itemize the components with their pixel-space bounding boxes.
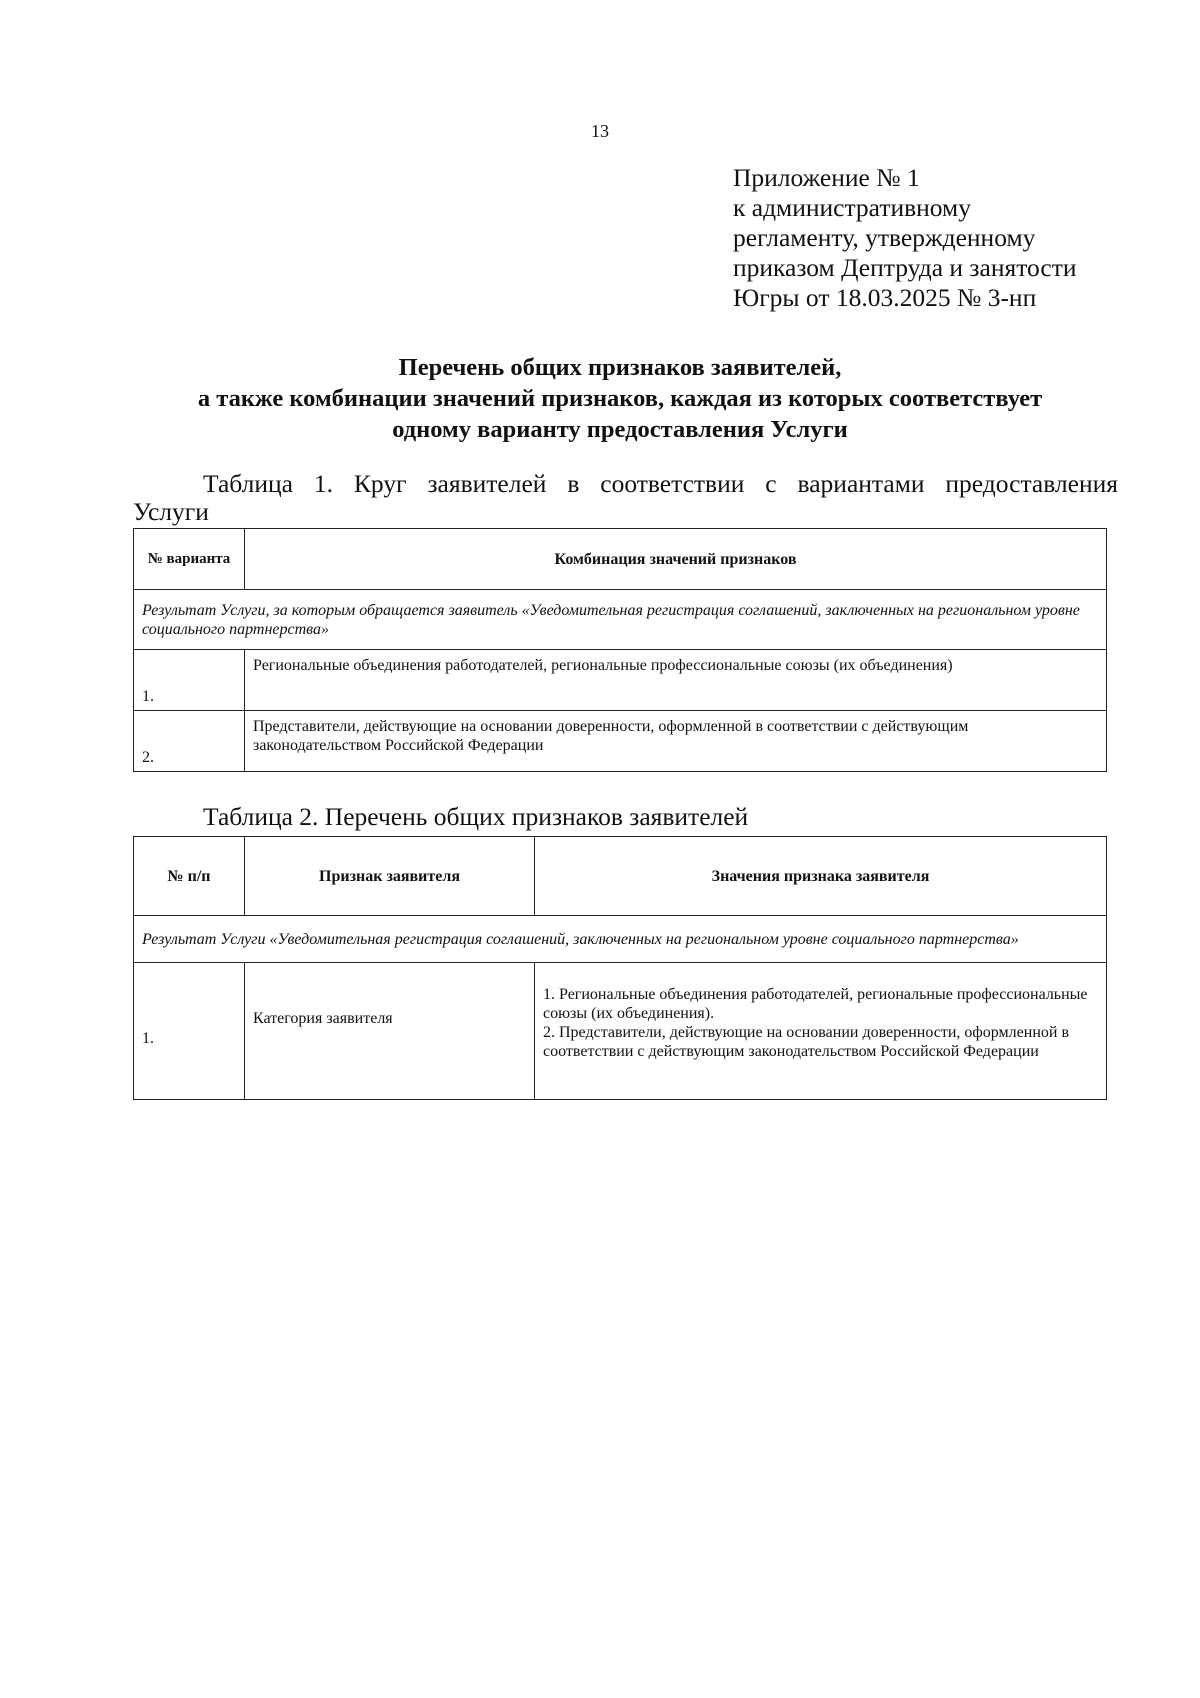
- table1-caption: [133, 470, 1118, 526]
- table2-value-item: 2. Представители, действующие на основании доверенности, оформленной в соответствии с действующим законодательством Российской Федерации: [543, 1024, 1069, 1060]
- table1-caption-line2: Услуги: [133, 497, 209, 526]
- table1-result-row: [134, 590, 1107, 650]
- table1-result-text: Результат Услуги, за которым обращается заявитель «Уведомительная регистрация соглашений, заключенных на региональном уровне социального партнерства»: [134, 590, 1107, 650]
- appendix-line: регламенту, утвержденному: [733, 223, 1036, 252]
- table1-caption-line1: Таблица 1. Круг заявителей в соответствии с вариантами предоставления: [203, 469, 1118, 498]
- table2-value-item: 1. Региональные объединения работодателей, региональные профессиональные союзы (их объединения).: [543, 986, 1088, 1022]
- table-row: [134, 963, 1107, 1100]
- table1-row-num: 2.: [134, 711, 245, 772]
- table2-header-row: [134, 837, 1107, 916]
- appendix-line: Югры от 18.03.2025 № 3-нп: [733, 283, 1037, 312]
- table2-result-row: [134, 916, 1107, 963]
- table2-caption: Таблица 2. Перечень общих признаков заявителей: [203, 802, 749, 831]
- table2-header-num: № п/п: [134, 837, 245, 916]
- appendix-line: к административному: [733, 193, 971, 222]
- table1-header-num: № варианта: [134, 529, 245, 590]
- table2-row-sign: Категория заявителя: [245, 963, 535, 1100]
- table2-row-num: 1.: [134, 963, 245, 1100]
- page-number: 13: [591, 121, 609, 141]
- title-line: а также комбинации значений признаков, каждая из которых соответствует: [197, 385, 1043, 412]
- appendix-line: приказом Дептруда и занятости: [733, 253, 1077, 282]
- table1-header-combo: Комбинация значений признаков: [245, 529, 1107, 590]
- table1-row-num: 1.: [134, 650, 245, 711]
- table2-header-sign: Признак заявителя: [245, 837, 535, 916]
- table2-result-text: Результат Услуги «Уведомительная регистрация соглашений, заключенных на региональном уровне социального партнерства»: [134, 916, 1107, 963]
- title-line: Перечень общих признаков заявителей,: [398, 354, 842, 381]
- table1-header-row: [134, 529, 1107, 590]
- table-row: [134, 650, 1107, 711]
- document-title: [120, 352, 1120, 445]
- table1-row-text: Представители, действующие на основании доверенности, оформленной в соответствии с действующим законодательством Российской Федерации: [245, 711, 1107, 772]
- title-line: одному варианту предоставления Услуги: [392, 416, 848, 443]
- appendix-block: [733, 163, 1173, 313]
- table2-header-values: Значения признака заявителя: [535, 837, 1107, 916]
- appendix-line: Приложение № 1: [733, 163, 920, 192]
- table-row: [134, 711, 1107, 772]
- table1-row-text: Региональные объединения работодателей, региональные профессиональные союзы (их объединения): [245, 650, 1107, 711]
- table2-row-values: [535, 963, 1107, 1100]
- table1: [133, 528, 1107, 772]
- table2: [133, 836, 1107, 1100]
